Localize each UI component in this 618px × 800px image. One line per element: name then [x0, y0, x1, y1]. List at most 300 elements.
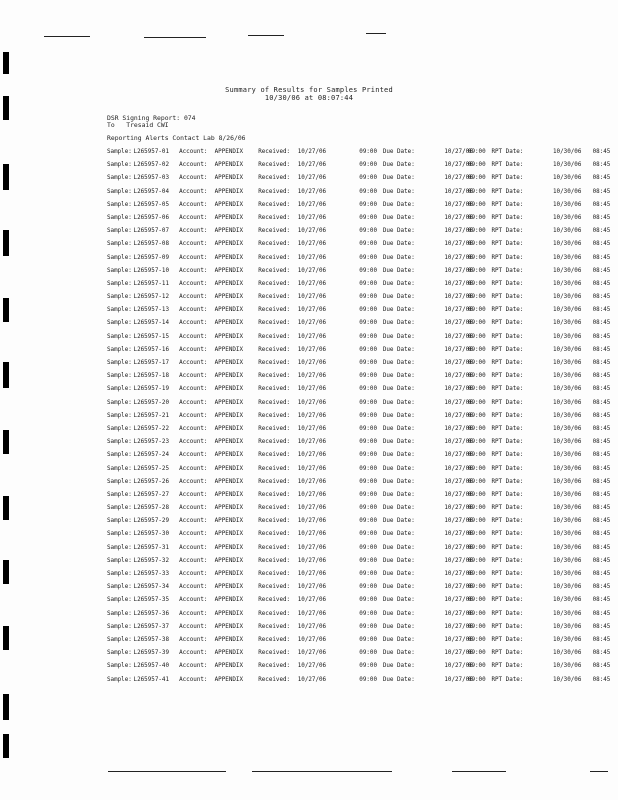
list-item — [107, 159, 612, 172]
account-label: Account: — [179, 491, 208, 498]
scan-edge-line — [44, 36, 90, 37]
received-time: 09:00 — [359, 228, 378, 235]
rpt-date-label: RPT Date: — [491, 584, 524, 591]
account-value: APPENDIX — [214, 360, 244, 366]
list-item — [107, 212, 612, 225]
rpt-date-value: 10/30/06 — [553, 465, 582, 472]
received-time: 09:00 — [359, 162, 378, 169]
received-label: Received: — [258, 399, 291, 406]
due-date-value: 10/27/06 — [444, 452, 473, 459]
due-time: 09:00 — [467, 320, 486, 327]
due-time: 09:00 — [467, 584, 486, 591]
due-date-label: Due Date: — [382, 214, 415, 221]
received-time: 09:00 — [359, 267, 378, 274]
sample-id: L265957-07 — [133, 228, 170, 235]
received-date: 10/27/06 — [297, 676, 327, 683]
rpt-date-value: 10/30/06 — [553, 505, 582, 512]
reporting-contact-line: Reporting Alerts Contact Lab 8/26/06 — [107, 134, 246, 142]
rpt-date-label: RPT Date: — [491, 360, 524, 366]
account-value: APPENDIX — [214, 412, 244, 419]
due-time: 09:00 — [467, 557, 486, 564]
rpt-date-value: 10/30/06 — [553, 531, 582, 538]
account-value: APPENDIX — [214, 373, 244, 380]
sample-id: L265957-34 — [133, 584, 170, 591]
account-value: APPENDIX — [214, 149, 244, 155]
received-date: 10/27/06 — [297, 307, 327, 314]
due-date-value: 10/27/06 — [444, 544, 473, 551]
due-date-value: 10/27/06 — [444, 518, 473, 525]
sample-label: Sample: — [107, 254, 132, 261]
received-label: Received: — [258, 201, 291, 208]
due-date-label: Due Date: — [382, 241, 415, 248]
sample-label: Sample: — [107, 399, 132, 406]
due-date-label: Due Date: — [382, 267, 415, 274]
received-label: Received: — [258, 505, 291, 512]
report-title: Summary of Results for Samples Printed — [225, 86, 393, 94]
received-time: 09:00 — [359, 531, 378, 538]
list-item — [107, 542, 612, 555]
due-time: 09:00 — [467, 478, 486, 485]
rpt-time: 08:45 — [592, 491, 611, 498]
account-label: Account: — [179, 201, 208, 208]
sample-id: L265957-05 — [133, 201, 170, 208]
received-label: Received: — [258, 584, 291, 591]
received-label: Received: — [258, 162, 291, 169]
received-label: Received: — [258, 254, 291, 261]
account-label: Account: — [179, 478, 208, 485]
account-label: Account: — [179, 280, 208, 287]
due-time: 09:00 — [467, 294, 486, 301]
received-time: 09:00 — [359, 214, 378, 221]
list-item — [107, 528, 612, 541]
list-item — [107, 278, 612, 291]
received-label: Received: — [258, 465, 291, 472]
account-label: Account: — [179, 518, 208, 525]
sample-label: Sample: — [107, 584, 132, 591]
sample-label: Sample: — [107, 610, 132, 617]
sample-label: Sample: — [107, 201, 132, 208]
report-timestamp: 10/30/06 at 08:07:44 — [264, 94, 354, 102]
sample-label: Sample: — [107, 162, 132, 169]
received-date: 10/27/06 — [297, 663, 327, 670]
account-value: APPENDIX — [214, 663, 244, 670]
rpt-time: 08:45 — [592, 610, 611, 617]
due-date-value: 10/27/06 — [444, 267, 473, 274]
received-time: 09:00 — [359, 333, 378, 340]
rpt-time: 08:45 — [592, 320, 611, 327]
rpt-date-value: 10/30/06 — [553, 386, 582, 393]
due-time: 09:00 — [467, 228, 486, 235]
due-time: 09:00 — [467, 505, 486, 512]
rpt-date-value: 10/30/06 — [553, 425, 582, 432]
account-label: Account: — [179, 162, 208, 169]
rpt-date-value: 10/30/06 — [553, 412, 582, 419]
rpt-time: 08:45 — [592, 623, 611, 630]
sample-label: Sample: — [107, 320, 132, 327]
account-value: APPENDIX — [214, 650, 244, 657]
sample-label: Sample: — [107, 294, 132, 301]
rpt-date-label: RPT Date: — [491, 307, 524, 314]
rpt-time: 08:45 — [592, 241, 611, 248]
due-date-label: Due Date: — [382, 149, 415, 155]
sample-id: L265957-08 — [133, 241, 170, 248]
due-date-label: Due Date: — [382, 557, 415, 564]
list-item — [107, 344, 612, 357]
due-date-label: Due Date: — [382, 228, 415, 235]
account-label: Account: — [179, 373, 208, 380]
sample-label: Sample: — [107, 149, 132, 155]
report-id-line: DSR Signing Report: 074 — [107, 114, 196, 122]
received-time: 09:00 — [359, 518, 378, 525]
sample-id: L265957-40 — [133, 663, 170, 670]
account-value: APPENDIX — [214, 267, 244, 274]
rpt-date-value: 10/30/06 — [553, 188, 582, 195]
received-date: 10/27/06 — [297, 386, 327, 393]
list-item — [107, 608, 612, 621]
received-label: Received: — [258, 386, 291, 393]
recipient-line: To Tresaid CWI — [107, 121, 169, 129]
received-date: 10/27/06 — [297, 610, 327, 617]
account-label: Account: — [179, 399, 208, 406]
rpt-time: 08:45 — [592, 346, 611, 353]
sample-label: Sample: — [107, 544, 132, 551]
received-date: 10/27/06 — [297, 267, 327, 274]
received-label: Received: — [258, 518, 291, 525]
rpt-time: 08:45 — [592, 676, 611, 683]
rpt-time: 08:45 — [592, 650, 611, 657]
account-label: Account: — [179, 597, 208, 604]
sample-label: Sample: — [107, 505, 132, 512]
rpt-date-label: RPT Date: — [491, 491, 524, 498]
sample-id: L265957-04 — [133, 188, 170, 195]
due-time: 09:00 — [467, 439, 486, 446]
sample-label: Sample: — [107, 175, 132, 182]
rpt-time: 08:45 — [592, 228, 611, 235]
received-time: 09:00 — [359, 439, 378, 446]
due-time: 09:00 — [467, 663, 486, 670]
list-item — [107, 199, 612, 212]
received-date: 10/27/06 — [297, 452, 327, 459]
received-date: 10/27/06 — [297, 650, 327, 657]
due-date-value: 10/27/06 — [444, 505, 473, 512]
due-date-label: Due Date: — [382, 531, 415, 538]
received-date: 10/27/06 — [297, 320, 327, 327]
received-date: 10/27/06 — [297, 254, 327, 261]
list-item — [107, 621, 612, 634]
due-time: 09:00 — [467, 280, 486, 287]
received-time: 09:00 — [359, 201, 378, 208]
sample-id: L265957-11 — [133, 280, 170, 287]
rpt-date-value: 10/30/06 — [553, 544, 582, 551]
due-date-value: 10/27/06 — [444, 346, 473, 353]
due-date-label: Due Date: — [382, 478, 415, 485]
due-date-value: 10/27/06 — [444, 478, 473, 485]
due-date-label: Due Date: — [382, 571, 415, 577]
account-value: APPENDIX — [214, 491, 244, 498]
sample-label: Sample: — [107, 557, 132, 564]
received-time: 09:00 — [359, 412, 378, 419]
received-label: Received: — [258, 478, 291, 485]
received-date: 10/27/06 — [297, 505, 327, 512]
account-value: APPENDIX — [214, 584, 244, 591]
list-item — [107, 568, 612, 581]
rpt-time: 08:45 — [592, 294, 611, 301]
rpt-date-label: RPT Date: — [491, 399, 524, 406]
rpt-date-value: 10/30/06 — [553, 241, 582, 248]
received-date: 10/27/06 — [297, 175, 327, 182]
due-date-value: 10/27/06 — [444, 162, 473, 169]
due-time: 09:00 — [467, 491, 486, 498]
binder-hole-mark — [3, 626, 9, 650]
received-time: 09:00 — [359, 386, 378, 393]
received-time: 09:00 — [359, 175, 378, 182]
due-date-label: Due Date: — [382, 650, 415, 657]
sample-label: Sample: — [107, 425, 132, 432]
due-time: 09:00 — [467, 254, 486, 261]
list-item — [107, 225, 612, 238]
account-label: Account: — [179, 333, 208, 340]
received-label: Received: — [258, 307, 291, 314]
rpt-date-label: RPT Date: — [491, 346, 524, 353]
due-time: 09:00 — [467, 386, 486, 393]
rpt-date-label: RPT Date: — [491, 214, 524, 221]
account-value: APPENDIX — [214, 188, 244, 195]
rpt-date-value: 10/30/06 — [553, 346, 582, 353]
sample-label: Sample: — [107, 280, 132, 287]
sample-label: Sample: — [107, 571, 132, 577]
list-item — [107, 436, 612, 449]
received-time: 09:00 — [359, 425, 378, 432]
due-date-value: 10/27/06 — [444, 623, 473, 630]
received-label: Received: — [258, 360, 291, 366]
received-time: 09:00 — [359, 650, 378, 657]
account-label: Account: — [179, 531, 208, 538]
rpt-time: 08:45 — [592, 557, 611, 564]
rpt-date-label: RPT Date: — [491, 663, 524, 670]
received-time: 09:00 — [359, 307, 378, 314]
rpt-time: 08:45 — [592, 531, 611, 538]
due-time: 09:00 — [467, 518, 486, 525]
received-date: 10/27/06 — [297, 571, 327, 577]
received-label: Received: — [258, 412, 291, 419]
received-date: 10/27/06 — [297, 518, 327, 525]
sample-label: Sample: — [107, 491, 132, 498]
due-time: 09:00 — [467, 597, 486, 604]
received-time: 09:00 — [359, 294, 378, 301]
due-time: 09:00 — [467, 162, 486, 169]
rpt-time: 08:45 — [592, 333, 611, 340]
sample-id: L265957-27 — [133, 491, 170, 498]
sample-id: L265957-09 — [133, 254, 170, 261]
sample-id: L265957-16 — [133, 346, 170, 353]
rpt-time: 08:45 — [592, 505, 611, 512]
sample-label: Sample: — [107, 650, 132, 657]
rpt-date-value: 10/30/06 — [553, 175, 582, 182]
scan-edge-line — [248, 35, 284, 36]
due-date-label: Due Date: — [382, 544, 415, 551]
sample-label: Sample: — [107, 241, 132, 248]
sample-label: Sample: — [107, 597, 132, 604]
due-time: 09:00 — [467, 373, 486, 380]
due-date-value: 10/27/06 — [444, 465, 473, 472]
scan-edge-line — [144, 37, 206, 38]
sample-id: L265957-33 — [133, 571, 170, 577]
sample-label: Sample: — [107, 346, 132, 353]
received-label: Received: — [258, 439, 291, 446]
due-date-label: Due Date: — [382, 439, 415, 446]
due-date-label: Due Date: — [382, 320, 415, 327]
received-label: Received: — [258, 149, 291, 155]
scan-edge-line — [452, 771, 506, 772]
due-date-value: 10/27/06 — [444, 491, 473, 498]
rpt-time: 08:45 — [592, 254, 611, 261]
received-date: 10/27/06 — [297, 412, 327, 419]
rpt-date-value: 10/30/06 — [553, 201, 582, 208]
received-time: 09:00 — [359, 557, 378, 564]
sample-label: Sample: — [107, 360, 132, 366]
sample-id: L265957-22 — [133, 425, 170, 432]
account-label: Account: — [179, 188, 208, 195]
due-date-value: 10/27/06 — [444, 188, 473, 195]
account-value: APPENDIX — [214, 399, 244, 406]
due-time: 09:00 — [467, 425, 486, 432]
due-date-label: Due Date: — [382, 307, 415, 314]
received-date: 10/27/06 — [297, 584, 327, 591]
due-date-value: 10/27/06 — [444, 201, 473, 208]
rpt-date-label: RPT Date: — [491, 531, 524, 538]
rpt-time: 08:45 — [592, 360, 611, 366]
account-value: APPENDIX — [214, 162, 244, 169]
scan-edge-line — [252, 771, 392, 772]
rpt-date-label: RPT Date: — [491, 188, 524, 195]
received-label: Received: — [258, 610, 291, 617]
due-date-value: 10/27/06 — [444, 307, 473, 314]
sample-id: L265957-25 — [133, 465, 170, 472]
sample-label: Sample: — [107, 676, 132, 683]
sample-list — [107, 146, 612, 687]
sample-label: Sample: — [107, 228, 132, 235]
rpt-date-label: RPT Date: — [491, 373, 524, 380]
rpt-date-label: RPT Date: — [491, 518, 524, 525]
account-value: APPENDIX — [214, 320, 244, 327]
received-label: Received: — [258, 373, 291, 380]
rpt-date-label: RPT Date: — [491, 452, 524, 459]
sample-label: Sample: — [107, 373, 132, 380]
list-item — [107, 357, 612, 370]
rpt-date-value: 10/30/06 — [553, 333, 582, 340]
rpt-date-label: RPT Date: — [491, 439, 524, 446]
rpt-date-label: RPT Date: — [491, 676, 524, 683]
received-time: 09:00 — [359, 478, 378, 485]
received-time: 09:00 — [359, 399, 378, 406]
rpt-time: 08:45 — [592, 518, 611, 525]
account-value: APPENDIX — [214, 425, 244, 432]
account-value: APPENDIX — [214, 597, 244, 604]
received-date: 10/27/06 — [297, 294, 327, 301]
received-date: 10/27/06 — [297, 623, 327, 630]
sample-label: Sample: — [107, 188, 132, 195]
sample-id: L265957-13 — [133, 307, 170, 314]
due-date-label: Due Date: — [382, 399, 415, 406]
received-time: 09:00 — [359, 491, 378, 498]
list-item — [107, 674, 612, 687]
sample-label: Sample: — [107, 623, 132, 630]
sample-label: Sample: — [107, 636, 132, 643]
due-date-value: 10/27/06 — [444, 584, 473, 591]
account-label: Account: — [179, 452, 208, 459]
rpt-time: 08:45 — [592, 544, 611, 551]
rpt-date-label: RPT Date: — [491, 571, 524, 577]
rpt-date-value: 10/30/06 — [553, 228, 582, 235]
rpt-time: 08:45 — [592, 597, 611, 604]
due-date-value: 10/27/06 — [444, 439, 473, 446]
due-time: 09:00 — [467, 307, 486, 314]
due-date-label: Due Date: — [382, 491, 415, 498]
received-label: Received: — [258, 531, 291, 538]
received-label: Received: — [258, 676, 291, 683]
account-label: Account: — [179, 228, 208, 235]
rpt-date-value: 10/30/06 — [553, 373, 582, 380]
received-label: Received: — [258, 333, 291, 340]
due-date-value: 10/27/06 — [444, 228, 473, 235]
list-item — [107, 238, 612, 251]
rpt-time: 08:45 — [592, 162, 611, 169]
sample-id: L265957-36 — [133, 610, 170, 617]
rpt-time: 08:45 — [592, 439, 611, 446]
list-item — [107, 383, 612, 396]
rpt-date-value: 10/30/06 — [553, 478, 582, 485]
account-value: APPENDIX — [214, 478, 244, 485]
received-date: 10/27/06 — [297, 491, 327, 498]
due-date-value: 10/27/06 — [444, 610, 473, 617]
scan-edge-line — [590, 771, 608, 772]
received-date: 10/27/06 — [297, 333, 327, 340]
received-time: 09:00 — [359, 584, 378, 591]
sample-id: L265957-30 — [133, 531, 170, 538]
rpt-time: 08:45 — [592, 188, 611, 195]
rpt-date-value: 10/30/06 — [553, 360, 582, 366]
rpt-date-value: 10/30/06 — [553, 623, 582, 630]
due-date-label: Due Date: — [382, 333, 415, 340]
due-time: 09:00 — [467, 241, 486, 248]
received-date: 10/27/06 — [297, 478, 327, 485]
sample-id: L265957-39 — [133, 650, 170, 657]
sample-id: L265957-20 — [133, 399, 170, 406]
received-label: Received: — [258, 228, 291, 235]
due-date-value: 10/27/06 — [444, 373, 473, 380]
account-label: Account: — [179, 307, 208, 314]
rpt-date-label: RPT Date: — [491, 386, 524, 393]
received-date: 10/27/06 — [297, 360, 327, 366]
account-value: APPENDIX — [214, 465, 244, 472]
received-label: Received: — [258, 452, 291, 459]
account-value: APPENDIX — [214, 544, 244, 551]
rpt-time: 08:45 — [592, 636, 611, 643]
sample-label: Sample: — [107, 518, 132, 525]
due-time: 09:00 — [467, 175, 486, 182]
due-date-label: Due Date: — [382, 294, 415, 301]
list-item — [107, 555, 612, 568]
rpt-time: 08:45 — [592, 663, 611, 670]
account-label: Account: — [179, 346, 208, 353]
account-label: Account: — [179, 584, 208, 591]
rpt-date-label: RPT Date: — [491, 650, 524, 657]
account-value: APPENDIX — [214, 676, 244, 683]
sample-id: L265957-28 — [133, 505, 170, 512]
list-item — [107, 410, 612, 423]
rpt-date-label: RPT Date: — [491, 149, 524, 155]
received-date: 10/27/06 — [297, 399, 327, 406]
